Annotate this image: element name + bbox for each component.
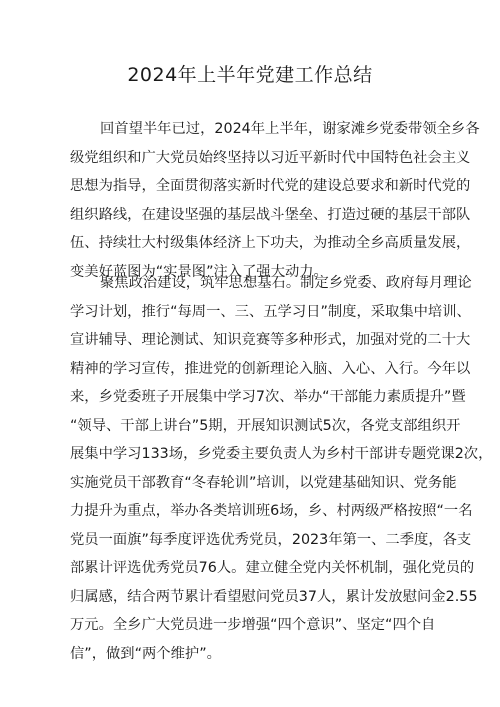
paragraph-line: 信”，做到“两个维护”。 [70,645,221,662]
paragraph-line: 组织路线，在建设坚强的基层战斗堡垒、打造过硬的基层干部队 [70,206,471,223]
paragraph-line: 归属感，结合两节累计看望慰问党员37人，累计发放慰问金2.55 [70,588,478,605]
paragraph-political-building [70,269,493,668]
paragraph-line: 思想为指导，全面贯彻落实新时代党的建设总要求和新时代党的 [70,178,471,194]
paragraph-line: 党员一面旗”每季度评选优秀党员，2023年第一、二季度，各支 [70,531,472,548]
paragraph-intro [70,115,480,286]
paragraph-line: 力提升为重点，举办各类培训班6场，乡、村两级严格按照“一名 [70,503,473,519]
paragraph-line: 部累计评选优秀党员76人。建立健全党内关怀机制，强化党员的 [70,560,475,576]
paragraph-line: 级党组织和广大党员始终坚持以习近平新时代中国特色社会主义 [70,149,471,166]
paragraph-line: 实施党员干部教育“冬春轮训”培训，以党建基础知识、党务能 [70,474,457,491]
paragraph-line: 回首望半年已过，2024年上半年，谢家滩乡党委带领全乡各 [100,121,480,137]
paragraph-line: 变美好蓝图为“实景图”注入了强大动力。 [70,263,328,280]
paragraph-line: 展集中学习133场，乡党委主要负责人为乡村干部讲专题党课2次， [70,446,493,462]
paragraph-line: 聚焦政治建设，筑牢思想基石。制定乡党委、政府每月理论 [100,275,472,291]
paragraph-line: 学习计划，推行“每周一、三、五学习日”制度，采取集中培训、 [70,303,471,320]
paragraph-line: 伍、持续壮大村级集体经济上下功夫，为推动全乡高质量发展， [70,235,471,251]
paragraph-line: “领导、干部上讲台”5期，开展知识测试5次，各党支部组织开 [70,417,461,434]
paragraph-line: 来，乡党委班子开展集中学习7次、举办“干部能力素质提升”暨 [70,389,466,405]
document-title: 2024年上半年党建工作总结 [127,64,373,86]
paragraph-line: 精神的学习宣传，推进党的创新理论入脑、入心、入行。今年以 [70,360,471,377]
paragraph-line: 万元。全乡广大党员进一步增强“四个意识”、坚定“四个自 [70,617,436,633]
paragraph-line: 宣讲辅导、理论测试、知识竞赛等多种形式，加强对党的二十大 [70,332,471,348]
